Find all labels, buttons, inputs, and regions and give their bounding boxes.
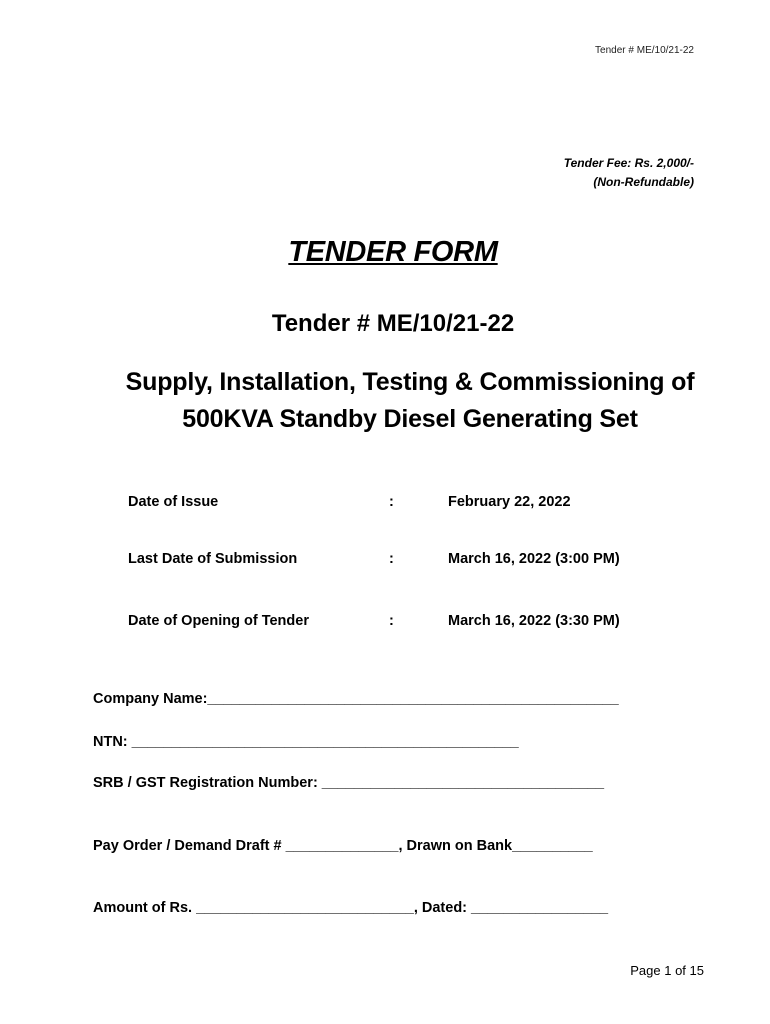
schedule-value: March 16, 2022 (3:30 PM) — [448, 613, 620, 629]
company-name-field[interactable]: Company Name:___________________________________________________ — [93, 691, 619, 707]
tender-fee-note: (Non-Refundable) — [593, 175, 694, 189]
page-number: Page 1 of 15 — [630, 963, 704, 978]
schedule-row-opening — [0, 613, 770, 633]
registration-number-field[interactable]: SRB / GST Registration Number: ___________________________________ — [93, 775, 605, 791]
tender-fee-block — [564, 154, 694, 192]
schedule-row-submission — [0, 551, 770, 571]
schedule-label: Date of Opening of Tender — [128, 613, 309, 629]
ntn-field[interactable]: NTN: ________________________________________________ — [93, 734, 519, 750]
schedule-value: March 16, 2022 (3:00 PM) — [448, 551, 620, 567]
schedule-label: Last Date of Submission — [128, 551, 298, 567]
pay-order-field[interactable]: Pay Order / Demand Draft # ______________, Drawn on Bank__________ — [93, 838, 593, 854]
amount-field[interactable]: Amount of Rs. ___________________________, Dated: _________________ — [93, 900, 609, 916]
tender-subject: Supply, Installation, Testing & Commissioning of 500KVA Standby Diesel Generating Set — [125, 368, 695, 433]
schedule-value: February 22, 2022 — [448, 494, 571, 510]
schedule-separator: : — [389, 613, 394, 629]
tender-number: Tender # ME/10/21-22 — [271, 310, 515, 337]
schedule-separator: : — [389, 551, 394, 567]
page-title: TENDER FORM — [288, 236, 498, 268]
header-reference: Tender # ME/10/21-22 — [595, 45, 694, 56]
schedule-row-issue — [0, 494, 770, 514]
schedule-label: Date of Issue — [128, 494, 219, 510]
schedule-separator: : — [389, 494, 394, 510]
tender-fee-amount: Tender Fee: Rs. 2,000/- — [563, 156, 694, 170]
